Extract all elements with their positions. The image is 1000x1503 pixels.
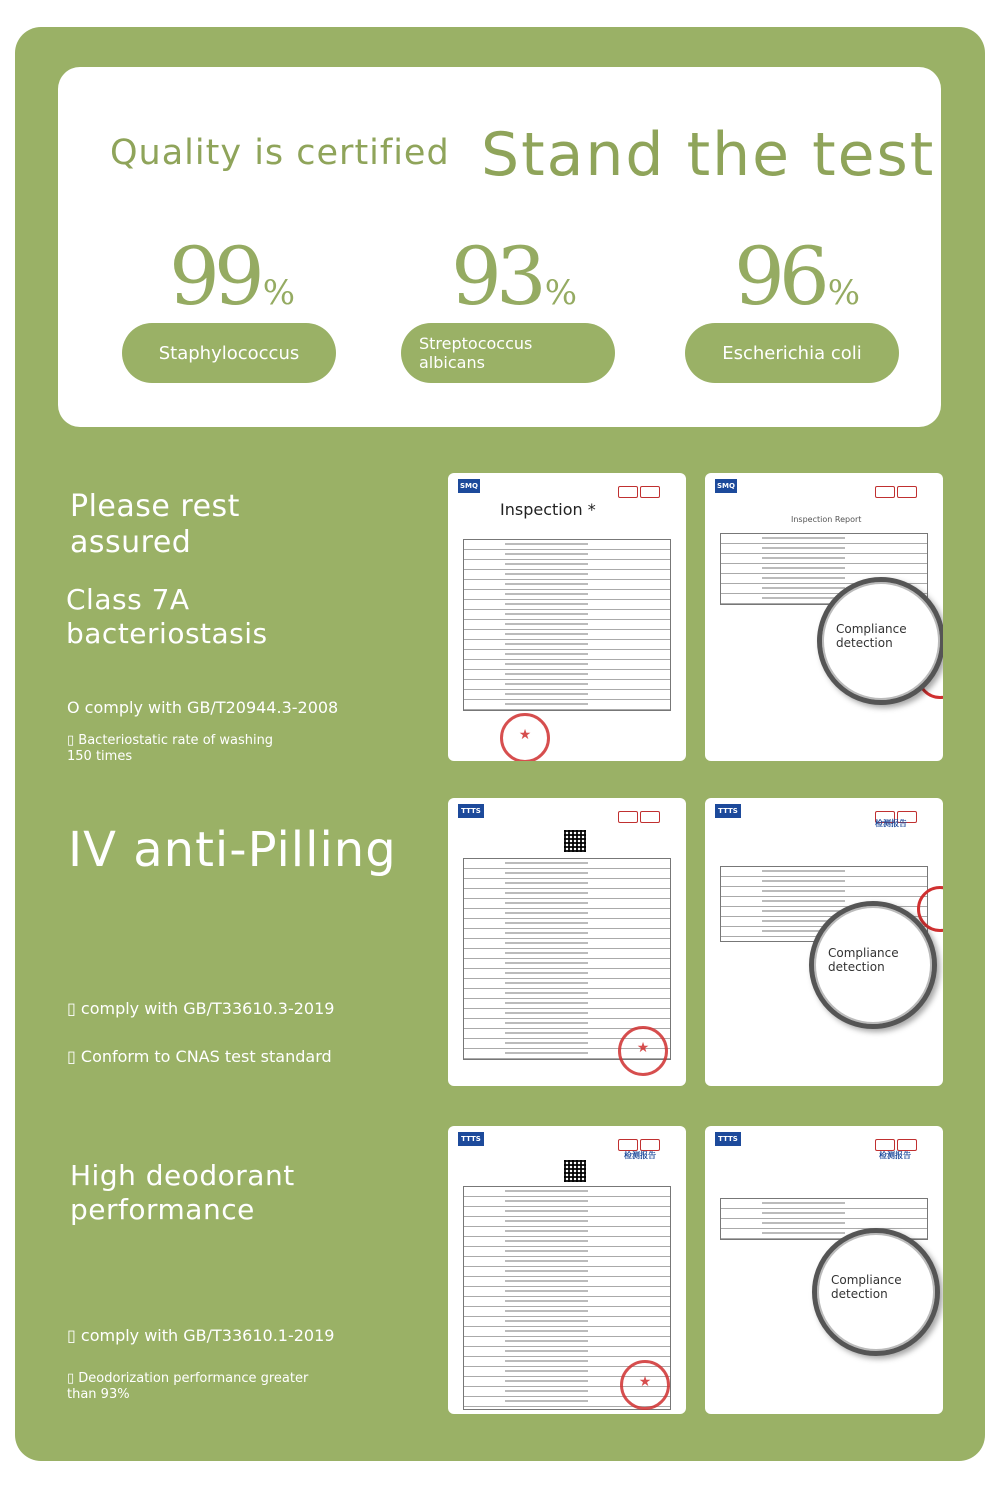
red-seal-icon [620,1360,670,1410]
ttts-logo: TTTS [458,1132,484,1146]
cert-badges-icon [616,808,676,820]
ttts-logo: TTTS [458,804,484,818]
deodorant-test-report-image [448,1126,686,1414]
subheading-line: bacteriostasis [66,617,268,650]
doc-table [463,539,671,711]
section3-item1: ▯ comply with GB/T33610.1-2019 [67,1326,335,1345]
stat-streptococcus [414,230,614,323]
mag-line: Compliance [836,622,907,636]
item-line: ▯ Bacteriostatic rate of washing [67,733,274,748]
mag-line: detection [831,1287,888,1301]
section2-item1: ▯ comply with GB/T33610.3-2019 [67,999,335,1018]
section1-subheading [66,583,268,651]
cert-badges-icon [616,483,676,495]
item-line: ▯ Deodorization performance greater [67,1371,309,1386]
ttts-logo: TTTS [715,1132,741,1146]
magnifier-icon [809,901,937,1029]
section2-item2: ▯ Conform to CNAS test standard [67,1047,332,1066]
stat-value: 99 [168,230,259,323]
cert-badges-icon [873,1136,933,1148]
magnifier-icon [812,1228,940,1356]
label-line: albicans [419,353,485,372]
subheading-line: Class 7A [66,583,190,616]
stat-unit: % [544,273,578,313]
stat-unit: % [262,273,296,313]
mag-label [831,1273,902,1301]
smq-logo: SMQ [715,479,737,493]
heading-line: Please rest [70,489,240,524]
qr-code-icon [564,1160,586,1182]
qr-code-icon [564,830,586,852]
cert-badges-icon [616,1136,676,1148]
section3-item2 [67,1371,308,1403]
stat-value: 93 [450,230,541,323]
mag-line: detection [836,636,893,650]
section1-item2 [67,733,273,765]
pilling-test-detail-image [705,798,943,1086]
magnifier-icon [817,577,943,705]
doc-title: 检测报告 [624,1151,656,1160]
red-seal-icon [500,713,550,761]
heading-line: assured [70,525,192,560]
mag-label [836,622,907,650]
subtitle: Quality is certified [110,133,450,173]
doc-title: Inspection Report [791,515,862,524]
section1-heading [70,489,240,561]
stat-escherichia [697,230,897,323]
doc-title: 检测报告 [875,819,907,828]
mag-label [828,946,899,974]
red-seal-icon [618,1026,668,1076]
item-line: than 93% [67,1387,130,1402]
heading-line: performance [70,1193,255,1226]
mag-line: Compliance [828,946,899,960]
section2-heading: IV anti-Pilling [68,822,397,878]
deodorant-test-detail-image [705,1126,943,1414]
item-line: 150 times [67,749,133,764]
doc-title: Inspection * [500,500,596,519]
ttts-logo: TTTS [715,804,741,818]
stat-staphylococcus [132,230,332,323]
doc-title: 检测报告 [879,1151,911,1160]
mag-line: detection [828,960,885,974]
section3-heading [70,1159,295,1227]
section1-item1: O comply with GB/T20944.3-2008 [67,698,339,717]
stat-unit: % [827,273,861,313]
label-pill-staphylococcus: Staphylococcus [122,323,336,383]
stat-value: 96 [733,230,824,323]
label-pill-streptococcus [401,323,615,383]
smq-logo: SMQ [458,479,480,493]
inspection-certificate-image [448,473,686,761]
label-pill-escherichia: Escherichia coli [685,323,899,383]
page-title: Stand the test [481,120,936,190]
mag-line: Compliance [831,1273,902,1287]
heading-line: High deodorant [70,1159,295,1192]
pilling-test-report-image [448,798,686,1086]
inspection-report-image [705,473,943,761]
label-line: Streptococcus [419,334,533,353]
cert-badges-icon [873,483,933,495]
